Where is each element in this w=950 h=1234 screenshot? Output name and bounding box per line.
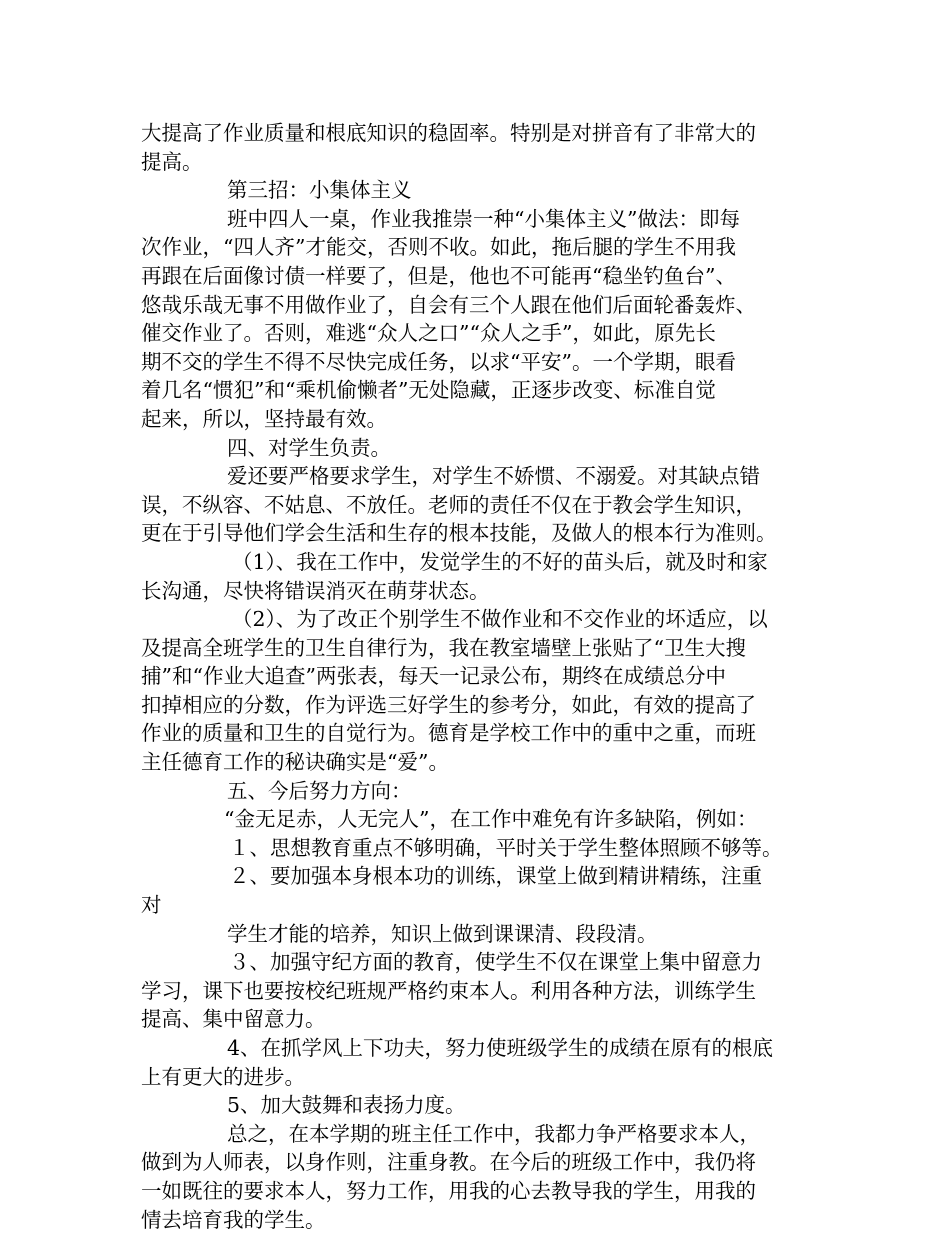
text-line: （1）、我在工作中，发觉学生的不好的苗头后，就及时和家 (232, 549, 768, 574)
text-line: 着几名“惯犯”和“乘机偷懒者”无处隐藏，正逐步改变、标准自觉 (141, 378, 716, 403)
text-line: 次作业，“四人齐”才能交，否则不收。如此，拖后腿的学生不用我 (141, 235, 736, 260)
text-line: 总之，在本学期的班主任工作中，我都力争严格要求本人， (227, 1121, 760, 1146)
text-line: 期不交的学生不得不尽快完成任务，以求“平安”。一个学期，眼看 (141, 349, 736, 374)
section-heading: 五、今后努力方向： (227, 778, 412, 803)
text-line: 催交作业了。否则，难逃“众人之口”“众人之手”，如此，原先长 (141, 321, 716, 346)
text-line: 大提高了作业质量和根底知识的稳固率。特别是对拼音有了非常大的 (141, 121, 756, 145)
text-line: 悠哉乐哉无事不用做作业了，自会有三个人跟在他们后面轮番轰炸、 (141, 292, 756, 317)
text-line: 误，不纵容、不姑息、不放任。老师的责任不仅在于教会学生知识， (141, 492, 756, 517)
text-line: 上有更大的进步。 (141, 1064, 305, 1089)
text-line: 爱还要严格要求学生，对学生不娇惯、不溺爱。对其缺点错 (227, 464, 760, 489)
text-line: 长沟通，尽快将错误消灭在萌芽状态。 (141, 578, 490, 603)
text-line: 主任德育工作的秘诀确实是“爱”。 (141, 750, 449, 775)
text-line: 做到为人师表，以身作则，注重身教。在今后的班级工作中，我仍将 (141, 1150, 756, 1175)
text-line: 对 (141, 893, 162, 918)
text-line: 提高。 (141, 149, 203, 174)
section-heading: 四、对学生负责。 (227, 435, 391, 460)
list-item: １、思想教育重点不够明确，平时关于学生整体照顾不够等。 (229, 835, 783, 860)
text-line: 一如既往的要求本人，努力工作，用我的心去教导我的学生，用我的 (141, 1178, 756, 1203)
section-heading: 第三招：小集体主义 (227, 178, 412, 203)
list-item: 5、加大鼓舞和表扬力度。 (227, 1093, 466, 1118)
text-line: 捕”和“作业大追查”两张表，每天一记录公布，期终在成绩总分中 (141, 664, 726, 689)
text-line: 起来，所以，坚持最有效。 (141, 406, 387, 431)
text-line: 再跟在后面像讨债一样要了，但是，他也不可能再“稳坐钓鱼台”、 (141, 263, 736, 288)
text-line: 学生才能的培养，知识上做到课课清、段段清。 (227, 921, 658, 946)
list-item: ３、加强守纪方面的教育，使学生不仅在课堂上集中留意力 (229, 950, 762, 975)
text-line: （2）、为了改正个别学生不做作业和不交作业的坏适应，以 (232, 607, 768, 632)
text-line: 作业的质量和卫生的自觉行为。德育是学校工作中的重中之重，而班 (141, 721, 756, 746)
list-item: 4、在抓学风上下功夫，努力使班级学生的成绩在原有的根底 (227, 1036, 774, 1060)
text-line: “金无足赤，人无完人”，在工作中难免有许多缺陷，例如： (224, 807, 758, 832)
document-page (141, 119, 813, 1234)
text-line: 学习，课下也要按校纪班规严格约束本人。利用各种方法，训练学生 (141, 978, 756, 1003)
text-line: 更在于引导他们学会生活和生存的根本技能，及做人的根本行为准则。 (141, 521, 777, 546)
list-item: ２、要加强本身根本功的训练，课堂上做到精讲精练，注重 (229, 864, 762, 889)
text-line: 班中四人一桌，作业我推崇一种“小集体主义”做法：即每 (227, 206, 740, 231)
text-line: 扣掉相应的分数，作为评选三好学生的参考分，如此，有效的提高了 (141, 692, 756, 717)
text-line: 情去培育我的学生。 (141, 1207, 326, 1232)
text-line: 及提高全班学生的卫生自律行为，我在教室墙壁上张贴了“卫生大搜 (141, 635, 746, 660)
text-line: 提高、集中留意力。 (141, 1007, 326, 1032)
